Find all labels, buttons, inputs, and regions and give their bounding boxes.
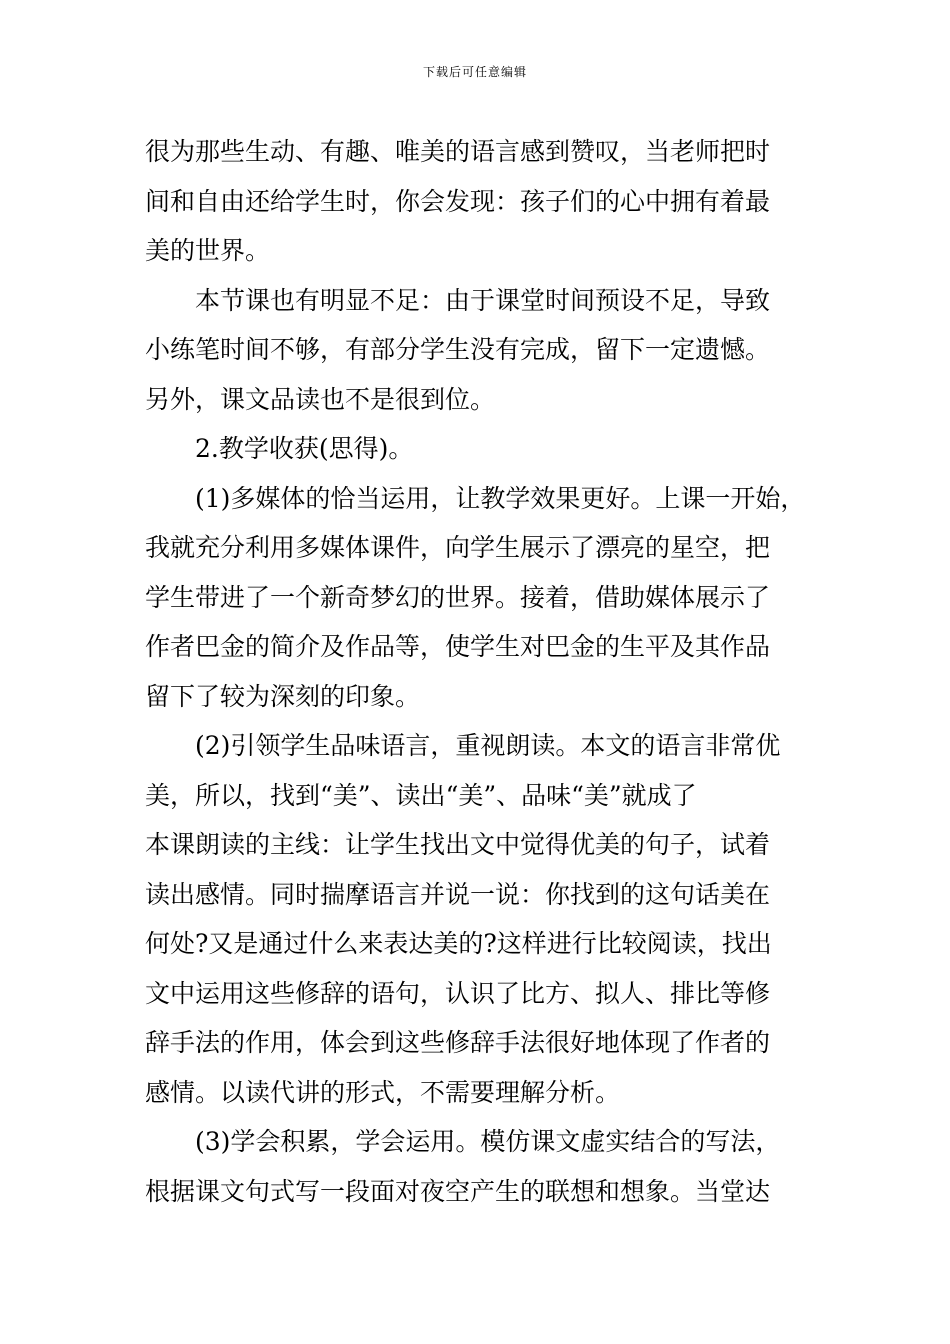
- section-heading: 2.教学收获(思得)。: [195, 434, 414, 463]
- text-line: (3)学会积累，学会运用。模仿课文虚实结合的写法，: [195, 1127, 781, 1156]
- text-line: (2)引领学生品味语言，重视朗读。本文的语言非常优: [195, 731, 781, 760]
- text-line: 学生带进了一个新奇梦幻的世界。接着，借助媒体展示了: [145, 582, 771, 612]
- text-line: 留下了较为深刻的印象。: [145, 681, 421, 711]
- text-line: 美的世界。: [145, 236, 271, 265]
- text-line: 本节课也有明显不足：由于课堂时间预设不足，导致: [195, 285, 771, 315]
- text-line: 另外，课文品读也不是很到位。: [145, 384, 496, 414]
- text-line: 很为那些生动、有趣、唯美的语言感到赞叹，当老师把时: [145, 137, 771, 166]
- text-line: (1)多媒体的恰当运用，让教学效果更好。上课一开始，: [195, 483, 806, 513]
- text-line: 我就充分利用多媒体课件，向学生展示了漂亮的星空，把: [145, 533, 771, 562]
- text-line: 感情。以读代讲的形式，不需要理解分析。: [145, 1077, 621, 1107]
- text-line: 小练笔时间不够，有部分学生没有完成，留下一定遗憾。: [145, 335, 771, 364]
- text-line: 何处?又是通过什么来表达美的?这样进行比较阅读，找出: [145, 929, 772, 958]
- text-line: 间和自由还给学生时，你会发现：孩子们的心中拥有着最: [145, 186, 771, 216]
- text-line: 读出感情。同时揣摩语言并说一说：你找到的这句话美在: [145, 879, 771, 909]
- page-header: 下载后可任意编辑: [422, 65, 527, 79]
- text-line: 作者巴金的简介及作品等，使学生对巴金的生平及其作品: [145, 632, 771, 661]
- text-line: 辞手法的作用，体会到这些修辞手法很好地体现了作者的: [145, 1028, 771, 1057]
- text-line: 本课朗读的主线：让学生找出文中觉得优美的句子，试着: [145, 830, 771, 859]
- text-line: 文中运用这些修辞的语句，认识了比方、拟人、排比等修: [145, 978, 771, 1008]
- document-body: [145, 127, 805, 1216]
- text-line: 美，所以，找到“美”、读出“美”、品味“美”就成了: [145, 780, 697, 810]
- text-line: 根据课文句式写一段面对夜空产生的联想和想象。当堂达: [145, 1176, 771, 1206]
